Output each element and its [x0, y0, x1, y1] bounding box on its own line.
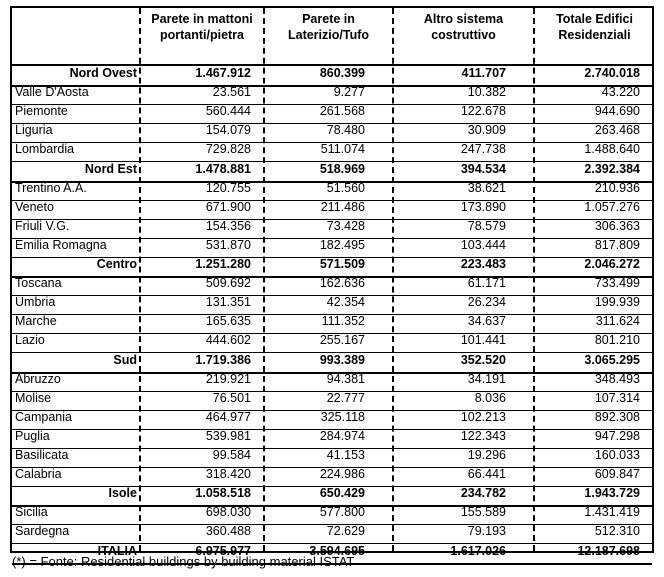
- table-row: [12, 333, 652, 353]
- value-cell: 360.488: [205, 524, 251, 539]
- table-row: [12, 467, 652, 487]
- value-cell: 103.444: [460, 237, 506, 252]
- value-cell: 78.579: [467, 218, 506, 233]
- row-label: Nord Est: [84, 161, 137, 176]
- value-cell: 729.828: [205, 142, 251, 157]
- row-label: Friuli V.G.: [15, 218, 70, 233]
- value-cell: 1.617.026: [450, 543, 506, 558]
- value-cell: 1.058.518: [195, 486, 251, 501]
- value-cell: 99.584: [212, 448, 251, 462]
- row-label: Abruzzo: [15, 371, 61, 386]
- table-row: [12, 238, 652, 258]
- source-footnote: (*) = Fonte: Residential buildings by building material ISTAT: [12, 554, 355, 569]
- value-cell: 26.234: [467, 295, 506, 310]
- value-cell: 511.074: [320, 142, 365, 157]
- value-cell: 155.589: [460, 505, 506, 520]
- value-cell: 1.057.276: [584, 199, 640, 214]
- header-cell-altro: Altro sistema costruttivo: [423, 12, 504, 42]
- table-row: [12, 372, 652, 392]
- value-cell: 219.921: [205, 371, 251, 386]
- value-cell: 6.975.977: [195, 543, 251, 558]
- value-cell: 78.480: [326, 123, 365, 138]
- value-cell: 560.444: [205, 104, 251, 119]
- row-label: Veneto: [15, 199, 54, 214]
- row-label: Calabria: [15, 467, 62, 482]
- value-cell: 263.468: [594, 123, 640, 138]
- value-cell: 10.382: [467, 85, 506, 100]
- value-cell: 1.431.419: [584, 505, 640, 520]
- header-cell-laterizio: Parete in Laterizio/Tufo: [287, 12, 369, 42]
- value-cell: 325.118: [320, 409, 365, 424]
- value-cell: 122.343: [460, 428, 506, 443]
- table-row: [12, 410, 652, 430]
- value-cell: 1.467.912: [195, 66, 251, 80]
- row-label: Emilia Romagna: [15, 237, 107, 252]
- table-row: [12, 219, 652, 239]
- table-row-region: [12, 162, 652, 183]
- value-cell: 107.314: [594, 390, 640, 405]
- row-label: Valle D'Aosta: [15, 85, 89, 100]
- value-cell: 255.167: [319, 333, 365, 348]
- table-row-region: [12, 66, 652, 87]
- value-cell: 23.561: [212, 85, 251, 100]
- value-cell: 860.399: [319, 66, 365, 80]
- table-row: [12, 104, 652, 124]
- table-row: [12, 276, 652, 296]
- row-label: Centro: [96, 257, 137, 271]
- value-cell: 944.690: [594, 104, 640, 119]
- value-cell: 261.568: [319, 104, 365, 119]
- row-label: Lazio: [15, 333, 45, 348]
- value-cell: 464.977: [205, 409, 251, 424]
- value-cell: 162.636: [319, 276, 365, 291]
- value-cell: 531.870: [205, 237, 251, 252]
- value-cell: 211.486: [320, 199, 365, 214]
- row-label: Trentino A.A.: [15, 180, 87, 195]
- value-cell: 160.033: [594, 448, 640, 462]
- value-cell: 12.187.698: [577, 543, 640, 558]
- table-row: [12, 123, 652, 143]
- value-cell: 509.692: [205, 276, 251, 291]
- value-cell: 650.429: [319, 486, 365, 501]
- row-label: Nord Ovest: [69, 66, 137, 80]
- table-row: [12, 181, 652, 201]
- value-cell: 102.213: [460, 409, 506, 424]
- table-row: [12, 85, 652, 105]
- value-cell: 571.509: [319, 257, 365, 271]
- value-cell: 41.153: [326, 448, 365, 462]
- value-cell: 947.298: [594, 428, 640, 443]
- value-cell: 22.777: [326, 390, 365, 405]
- value-cell: 1.719.386: [195, 352, 251, 367]
- value-cell: 51.560: [326, 180, 365, 195]
- row-label: Sud: [113, 352, 137, 367]
- data-table: [10, 6, 654, 558]
- value-cell: 609.847: [594, 467, 640, 482]
- table-row: [12, 295, 652, 315]
- value-cell: 43.220: [601, 85, 640, 100]
- value-cell: 111.352: [321, 314, 365, 329]
- row-label: ITALIA: [97, 543, 137, 558]
- value-cell: 311.624: [595, 314, 640, 329]
- row-label: Umbria: [15, 295, 56, 310]
- value-cell: 2.046.272: [584, 257, 640, 271]
- row-label: Lombardia: [15, 142, 75, 157]
- column-divider: [392, 8, 394, 551]
- table-row: [12, 391, 652, 411]
- value-cell: 73.428: [326, 218, 365, 233]
- value-cell: 733.499: [594, 276, 640, 291]
- table-row: [12, 524, 652, 544]
- value-cell: 1.478.881: [195, 161, 251, 176]
- value-cell: 173.890: [460, 199, 506, 214]
- value-cell: 1.251.280: [195, 257, 251, 271]
- value-cell: 2.392.384: [584, 161, 640, 176]
- header-cell-totale: Totale Edifici Residenziali: [556, 12, 633, 42]
- header-cell-mattoni: Parete in mattoni portanti/pietra: [151, 12, 253, 42]
- value-cell: 318.420: [205, 467, 251, 482]
- row-label: Piemonte: [15, 104, 68, 119]
- value-cell: 224.986: [319, 467, 365, 482]
- column-divider: [263, 8, 265, 551]
- value-cell: 34.191: [467, 371, 506, 386]
- value-cell: 165.635: [205, 314, 251, 329]
- value-cell: 154.079: [205, 123, 251, 138]
- value-cell: 199.939: [594, 295, 640, 310]
- row-label: Basilicata: [15, 448, 69, 462]
- value-cell: 182.495: [319, 237, 365, 252]
- row-label: Sardegna: [15, 524, 70, 539]
- value-cell: 101.441: [460, 333, 506, 348]
- value-cell: 8.036: [474, 390, 506, 405]
- table-row-region: [12, 486, 652, 507]
- row-label: Liguria: [15, 123, 53, 138]
- row-label: Marche: [15, 314, 57, 329]
- value-cell: 306.363: [594, 218, 640, 233]
- value-cell: 394.534: [460, 161, 506, 176]
- value-cell: 210.936: [594, 180, 640, 195]
- column-divider: [139, 8, 141, 551]
- value-cell: 444.602: [205, 333, 251, 348]
- row-label: Isole: [108, 486, 137, 501]
- value-cell: 817.809: [594, 237, 640, 252]
- table-row: [12, 505, 652, 525]
- value-cell: 348.493: [594, 371, 640, 386]
- value-cell: 411.707: [461, 66, 506, 80]
- value-cell: 352.520: [460, 352, 506, 367]
- value-cell: 154.356: [205, 218, 251, 233]
- row-label: Puglia: [15, 428, 50, 443]
- value-cell: 671.900: [205, 199, 251, 214]
- value-cell: 131.351: [205, 295, 251, 310]
- value-cell: 3.065.295: [584, 352, 640, 367]
- value-cell: 61.171: [467, 276, 506, 291]
- value-cell: 801.210: [594, 333, 640, 348]
- value-cell: 34.637: [467, 314, 506, 329]
- value-cell: 66.441: [467, 467, 506, 482]
- value-cell: 2.740.018: [584, 66, 640, 80]
- table-row: [12, 200, 652, 220]
- table-row: [12, 142, 652, 162]
- value-cell: 518.969: [319, 161, 365, 176]
- value-cell: 698.030: [205, 505, 251, 520]
- value-cell: 38.621: [467, 180, 506, 195]
- value-cell: 1.488.640: [584, 142, 640, 157]
- value-cell: 9.277: [333, 85, 365, 100]
- column-divider: [533, 8, 535, 551]
- value-cell: 19.296: [467, 448, 506, 462]
- value-cell: 223.483: [460, 257, 506, 271]
- table-row-region: [12, 353, 652, 374]
- value-cell: 234.782: [460, 486, 506, 501]
- table-header-row: [12, 8, 652, 66]
- value-cell: 1.943.729: [584, 486, 640, 501]
- table-row: [12, 314, 652, 334]
- value-cell: 512.310: [594, 524, 640, 539]
- value-cell: 30.909: [467, 123, 506, 138]
- value-cell: 122.678: [460, 104, 506, 119]
- row-label: Molise: [15, 390, 52, 405]
- value-cell: 79.193: [467, 524, 506, 539]
- row-label: Sicilia: [15, 505, 48, 520]
- row-label: Campania: [15, 409, 72, 424]
- table-row: [12, 429, 652, 449]
- value-cell: 72.629: [326, 524, 365, 539]
- value-cell: 76.501: [212, 390, 251, 405]
- value-cell: 993.389: [319, 352, 365, 367]
- value-cell: 577.800: [319, 505, 365, 520]
- table-row: [12, 448, 652, 468]
- value-cell: 120.755: [205, 180, 251, 195]
- value-cell: 94.381: [326, 371, 365, 386]
- value-cell: 892.308: [594, 409, 640, 424]
- row-label: Toscana: [15, 276, 62, 291]
- header-cell-region: [12, 8, 139, 64]
- value-cell: 284.974: [319, 428, 365, 443]
- table-row-region: [12, 257, 652, 278]
- value-cell: 247.738: [460, 142, 506, 157]
- value-cell: 42.354: [326, 295, 365, 310]
- value-cell: 3.594.695: [309, 543, 365, 558]
- value-cell: 539.981: [205, 428, 251, 443]
